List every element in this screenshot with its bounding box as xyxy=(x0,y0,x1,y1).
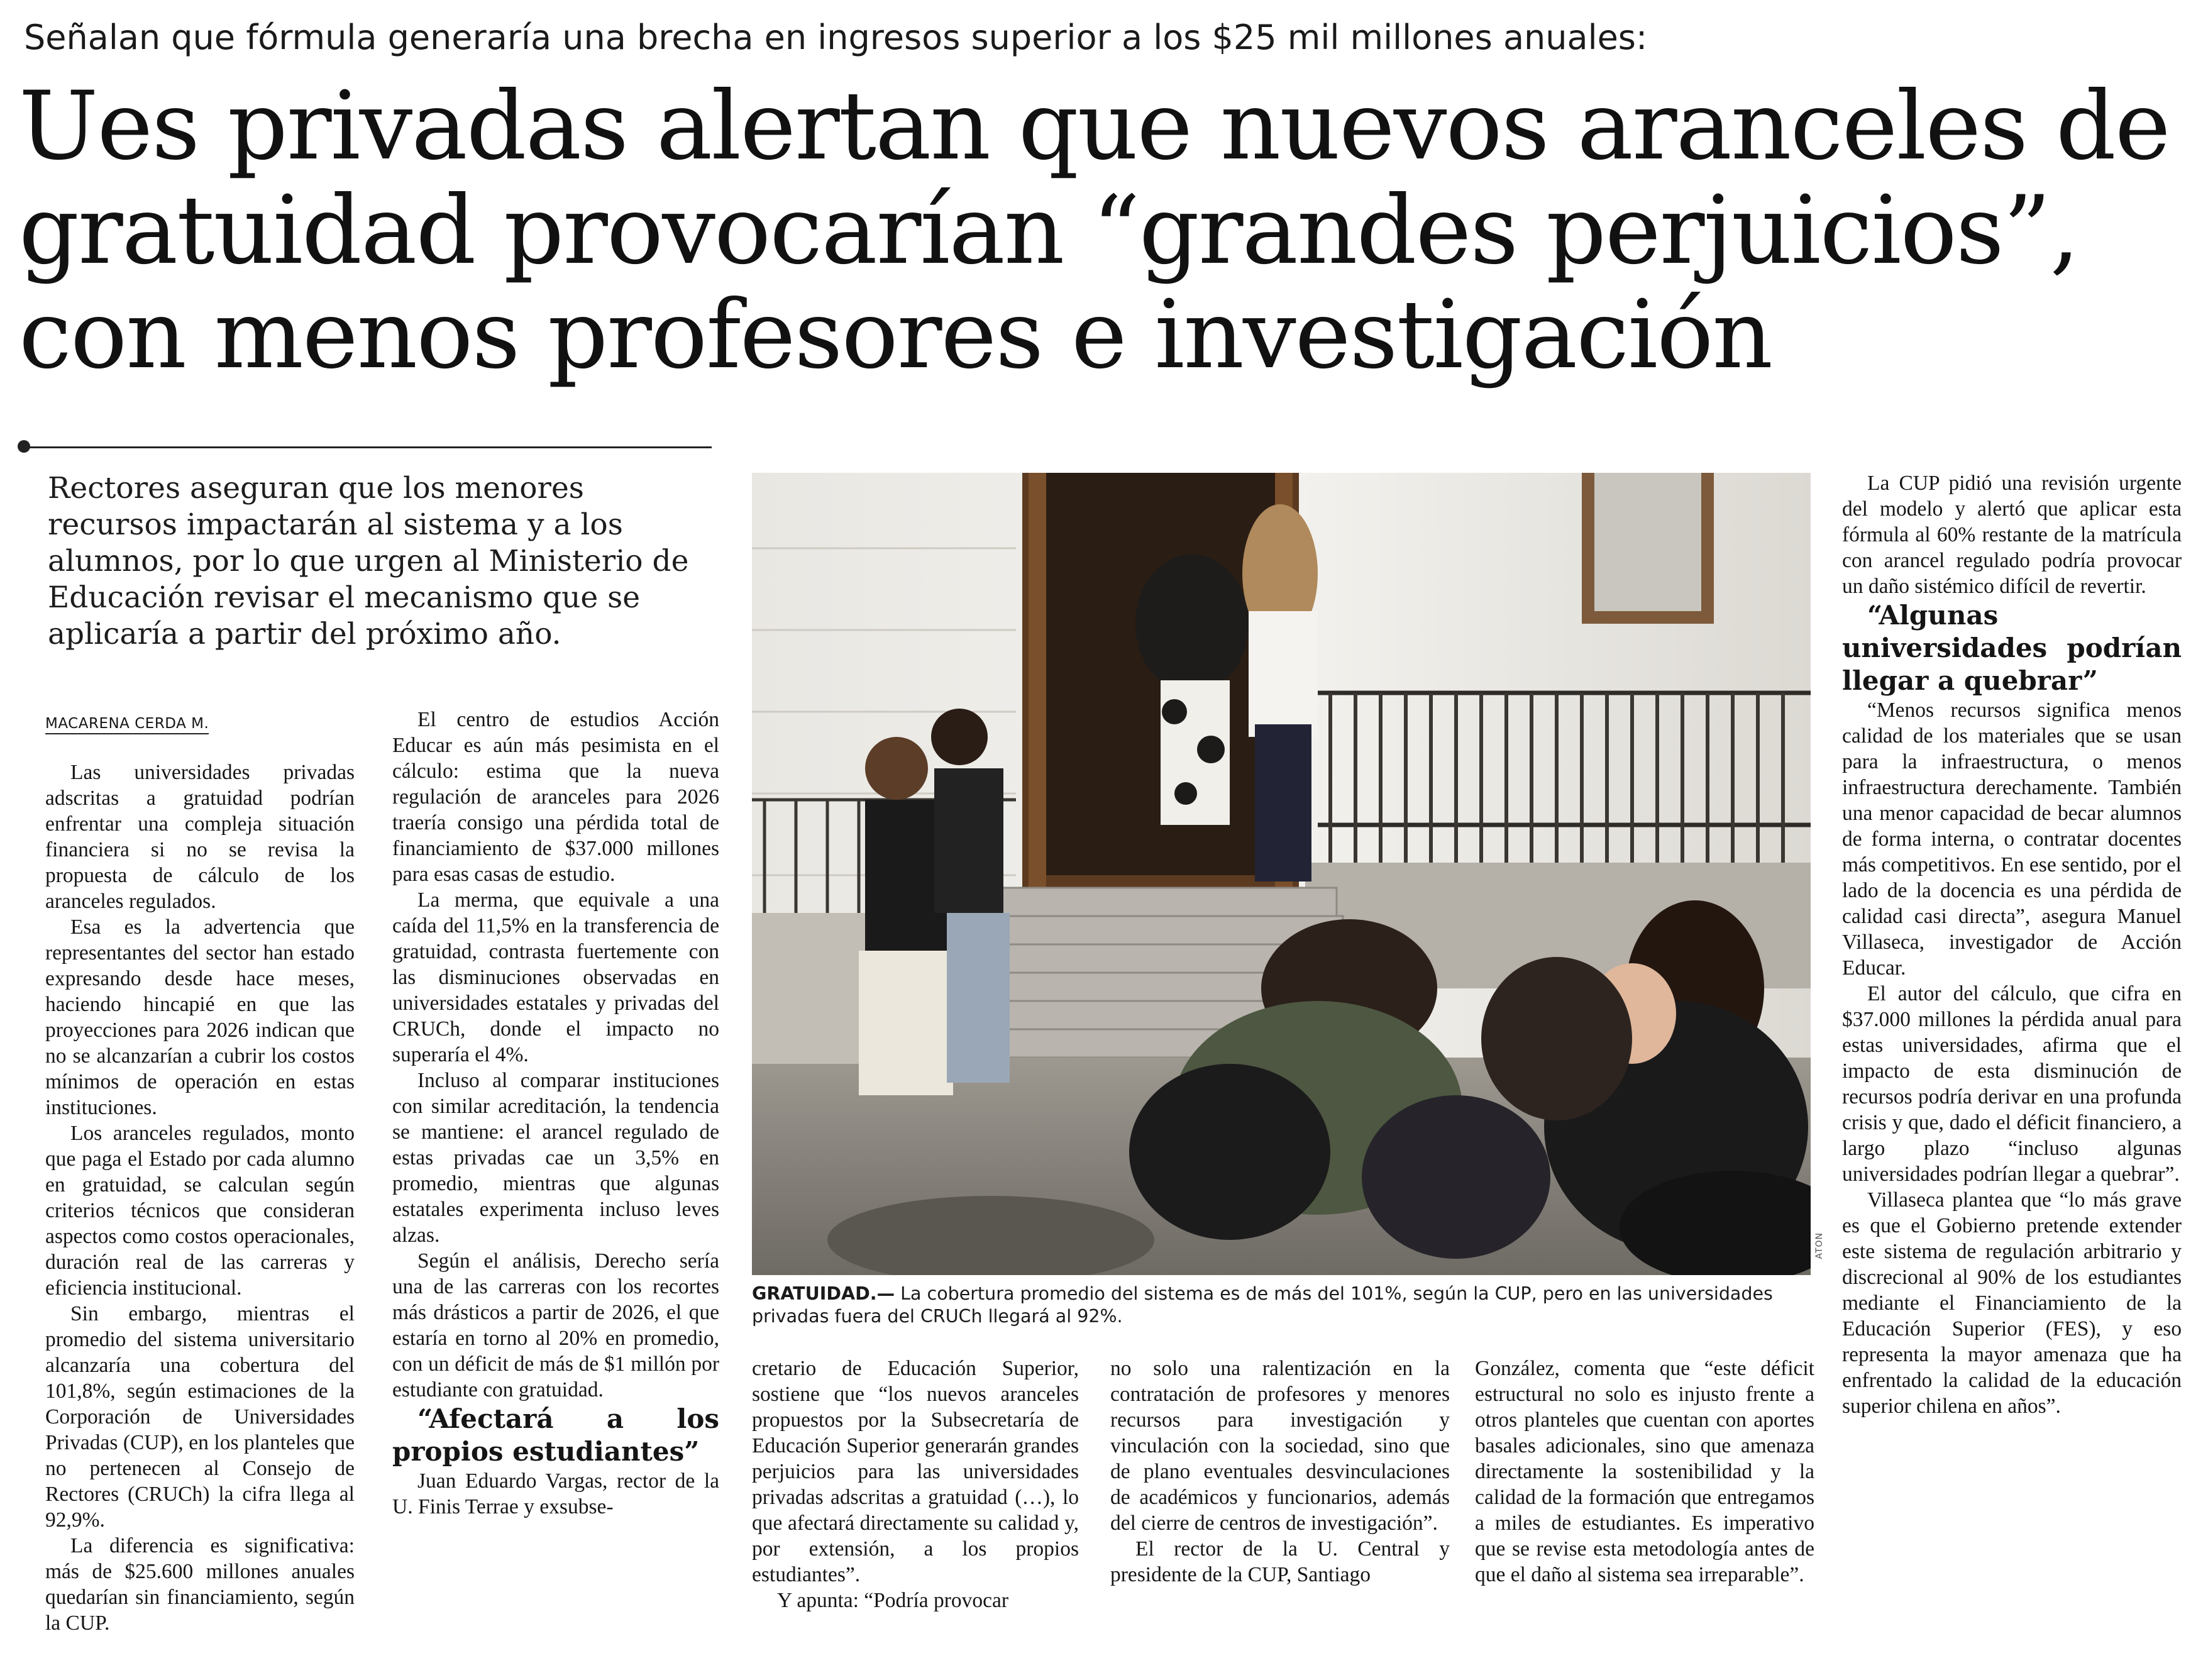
col2-paragraph: Incluso al comparar instituciones con similar acreditación, la tendencia se mantiene: el arancel regulado de estas privadas cae un 3,5% en promedio, mientras que algunas estatales experimenta incluso leves alzas. xyxy=(392,1069,719,1247)
column-1 xyxy=(45,760,355,1636)
byline: MACARENA CERDA M. xyxy=(45,716,209,734)
col2-paragraph: Según el análisis, Derecho sería una de las carreras con los recortes más drásticos a partir de 2026, el que estaría en torno al 20% en promedio, con un déficit de más de $1 millón por estudiante con gratuidad. xyxy=(392,1249,719,1401)
photo-caption xyxy=(752,1283,1814,1328)
photo-credit: ATON xyxy=(1814,1232,1824,1259)
col2-paragraph: Juan Eduardo Vargas, rector de la U. Finis Terrae y exsubse- xyxy=(392,1469,719,1518)
news-photo xyxy=(752,473,1811,1275)
col6-paragraph: La CUP pidió una revisión urgente del modelo y alertó que aplicar esta fórmula al 60% restante de la matrícula con arancel regulado podría provocar un daño sistémico difícil de revertir. xyxy=(1842,472,2182,598)
col6-paragraph: Villaseca plantea que “lo más grave es que el Gobierno pretende extender este sistema de regulación arbitrario y discrecional al 90% de los estudiantes mediante el Financiamiento de la Educación Superior (FES), y eso representa la mayor amenaza que ha enfrentado la calidad de la educación superior chilena en años”. xyxy=(1842,1188,2182,1418)
col4-paragraph: no solo una ralentización en la contratación de profesores y menores recursos para investigación y vinculación con la sociedad, sino que de plano eventuales desvinculaciones de académicos y funcionarios, además del cierre de centros de investigación”. xyxy=(1110,1357,1450,1535)
col6-paragraph: “Menos recursos significa menos calidad de los materiales que se usan para la infraestructura, o menos infraestructura derechamente. También una menor capacidad de becar alumnos de forma interna, o contratar docentes más competitivos. En ese sentido, por el lado de la docencia es una pérdida de calidad casi directa”, asegura Manuel Villaseca, investigador de Acción Educar. xyxy=(1842,699,2182,980)
column-3 xyxy=(752,1356,1079,1613)
headline-line-1: Ues privadas alertan que nuevos aranceles de xyxy=(19,72,2170,181)
headline xyxy=(19,72,2194,390)
caption-text: La cobertura promedio del sistema es de más del 101%, según la CUP, pero en las universidades privadas fuera del CRUCh llegará al 92%. xyxy=(752,1283,1773,1327)
col1-paragraph: Las universidades privadas adscritas a gratuidad podrían enfrentar una compleja situación financiera si no se revisa la propuesta de cálculo de los aranceles regulados. xyxy=(45,761,355,913)
column-5 xyxy=(1475,1356,1814,1588)
lead-paragraph: Rectores aseguran que los menores recursos impactarán al sistema y a los alumnos, por lo que urgen al Ministerio de Educación revisar el mecanismo que se aplicaría a partir del próximo año. xyxy=(48,471,689,651)
column-2 xyxy=(392,707,719,1520)
column-6 xyxy=(1842,470,2182,1419)
col4-paragraph: El rector de la U. Central y presidente de la CUP, Santiago xyxy=(1110,1537,1450,1586)
kicker: Señalan que fórmula generaría una brecha en ingresos superior a los $25 mil millones anuales: xyxy=(24,18,1648,57)
col1-paragraph: Los aranceles regulados, monto que paga el Estado por cada alumno en gratuidad, se calculan según criterios técnicos que consideran aspectos como costos operacionales, duración real de las carreras y eficiencia institucional. xyxy=(45,1122,355,1300)
col2-paragraph: El centro de estudios Acción Educar es aún más pesimista en el cálculo: estima que la nueva regulación de aranceles para 2026 traería consigo una pérdida total de financiamiento de $37.000 millones para esas casas de estudio. xyxy=(392,708,719,886)
col6-paragraph: El autor del cálculo, que cifra en $37.000 millones la pérdida anual para estas universidades, afirma que el impacto de esta disminución de recursos podría derivar en una profunda crisis y que, dado el déficit financiero, a largo plazo “incluso algunas universidades podrían llegar a quebrar”. xyxy=(1842,982,2182,1186)
subhead-quebrar: “Algunas universidades podrían llegar a quebrar” xyxy=(1842,600,2182,696)
col1-paragraph: Sin embargo, mientras el promedio del sistema universitario alcanzaría una cobertura del 101,8%, según estimaciones de la Corporación de Universidades Privadas (CUP), en los planteles que no pertenecen al Consejo de Rectores (CRUCh) la cifra llega al 92,9%. xyxy=(45,1302,355,1532)
col1-paragraph: Esa es la advertencia que representantes del sector han estado expresando desde hace meses, haciendo hincapié en que las proyecciones para 2026 indican que no se alcanzarían a cubrir los costos mínimos de operación en estas instituciones. xyxy=(45,915,355,1119)
divider-rule xyxy=(23,446,712,448)
col3-paragraph: Y apunta: “Podría provocar xyxy=(777,1589,1009,1612)
subhead-afectara: “Afectará a los propios estudiantes” xyxy=(392,1403,719,1467)
caption-label: GRATUIDAD.— xyxy=(752,1283,895,1304)
col2-paragraph: La merma, que equivale a una caída del 11,5% en la transferencia de gratuidad, contrasta fuertemente con las disminuciones observadas en universidades estatales y privadas del CRUCh, donde el impacto no superaría el 4%. xyxy=(392,888,719,1066)
headline-line-3: con menos profesores e investigación xyxy=(19,280,1772,390)
col1-paragraph: La diferencia es significativa: más de $25.600 millones anuales quedarían sin financiamiento, según la CUP. xyxy=(45,1534,355,1635)
headline-line-2: gratuidad provocarían “grandes perjuicios”, xyxy=(19,176,2079,285)
column-4 xyxy=(1110,1356,1450,1588)
col3-paragraph: cretario de Educación Superior, sostiene que “los nuevos aranceles propuestos por la Subsecretaría de Educación Superior generarán grandes perjuicios para las universidades privadas adscritas a gratuidad (…), lo que afectará directamente su calidad y, por extensión, a los propios estudiantes”. xyxy=(752,1357,1079,1586)
col5-paragraph: González, comenta que “este déficit estructural no solo es injusto frente a otros planteles que cuentan con aportes basales adicionales, sino que amenaza directamente la sostenibilidad y la calidad de la formación que entregamos a miles de estudiantes. Es imperativo que se revise esta metodología antes de que el daño al sistema sea irreparable”. xyxy=(1475,1357,1814,1586)
